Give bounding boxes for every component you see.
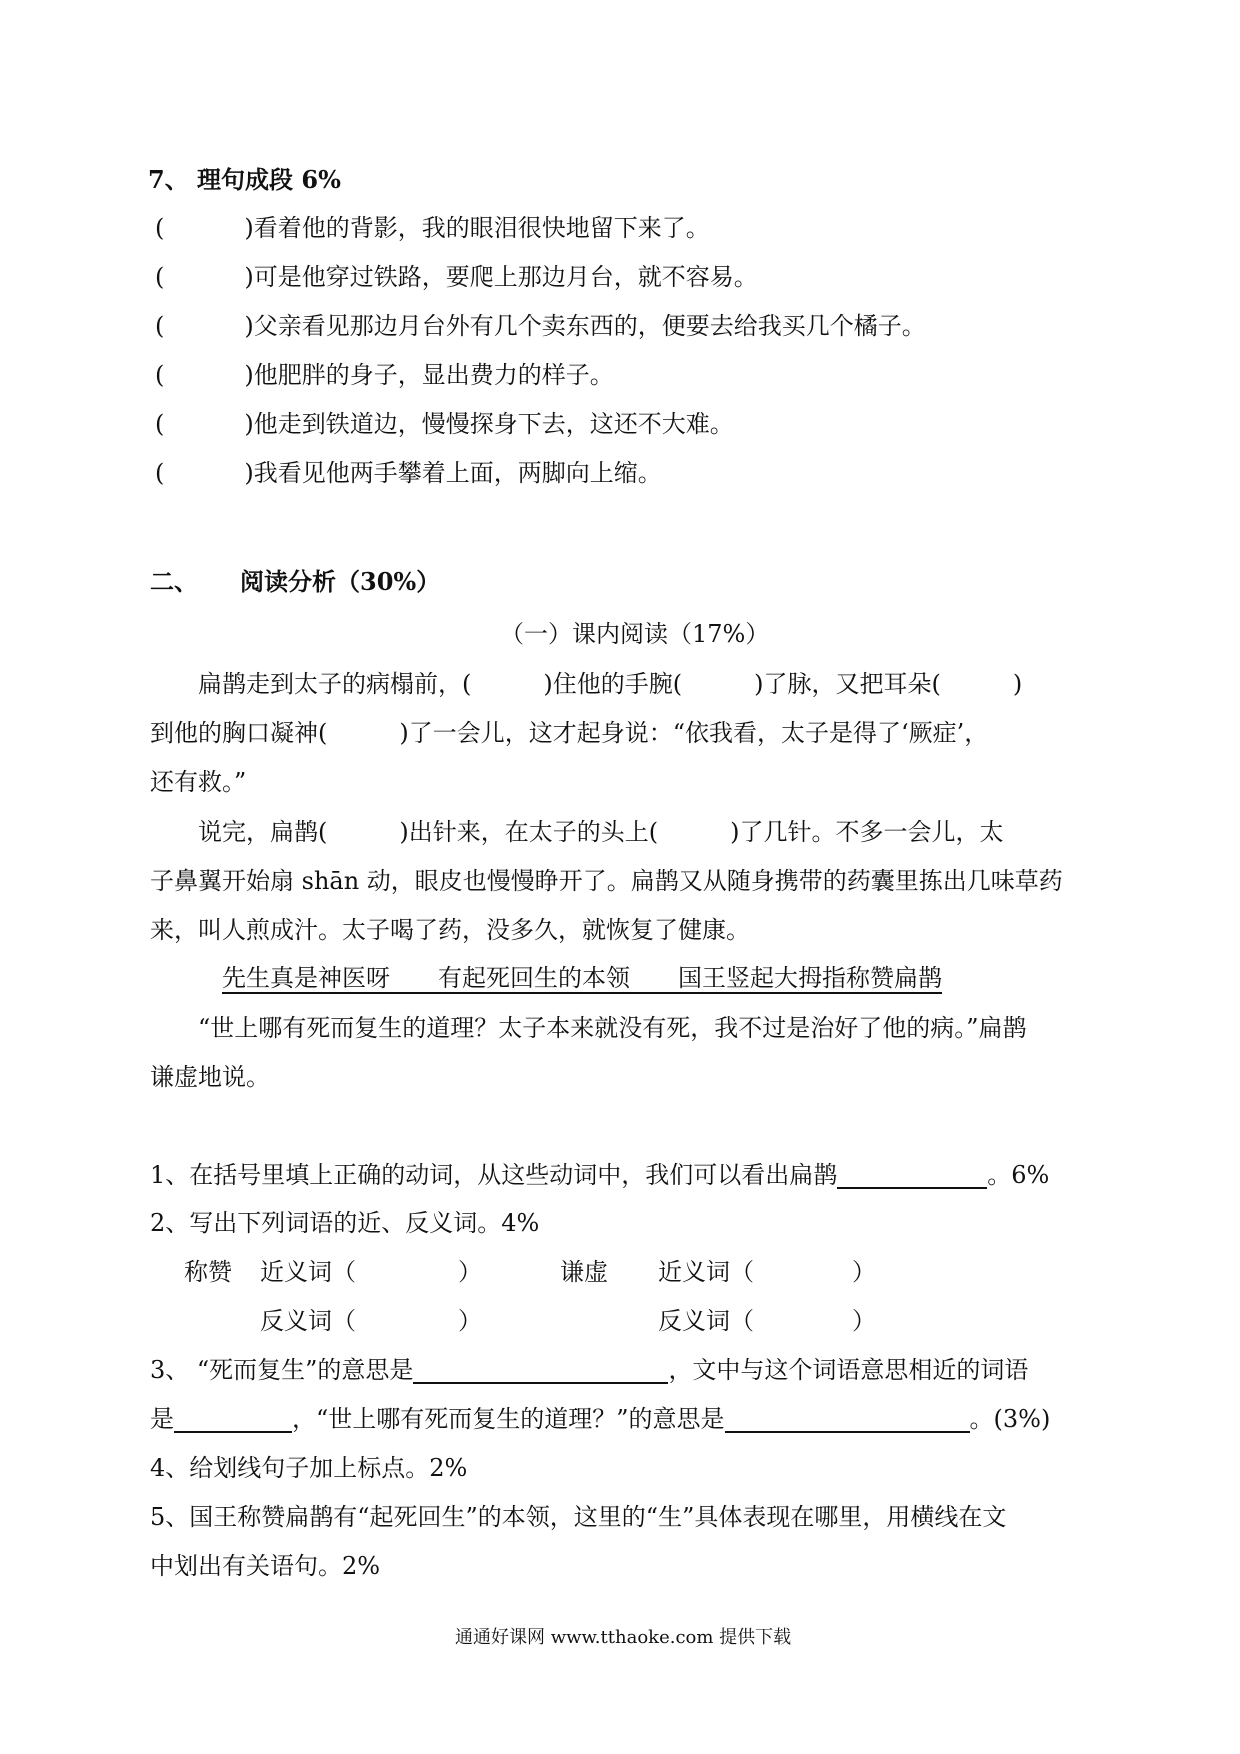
list-item bbox=[155, 208, 710, 243]
question-text: ，文中与这个词语意思相近的词语 bbox=[668, 1356, 1029, 1384]
underlined-sentence: 先生真是神医呀 有起死回生的本领 国王竖起大拇指称赞扁鹊 bbox=[222, 964, 942, 992]
q2-antonym-2 bbox=[658, 1301, 876, 1336]
paren-close: ) bbox=[244, 459, 254, 487]
sentence-text: 他走到铁道边，慢慢探身下去，这还不大难。 bbox=[253, 410, 734, 438]
answer-blank[interactable] bbox=[725, 1405, 970, 1433]
paren-close: ) bbox=[244, 410, 254, 438]
section7-title: 7、 理句成段 6% bbox=[148, 165, 341, 194]
paren-close: ） bbox=[458, 1258, 482, 1286]
paren-close: ) bbox=[244, 214, 254, 242]
question-text: 是 bbox=[150, 1405, 174, 1433]
sentence-text: 看着他的背影，我的眼泪很快地留下来了。 bbox=[253, 214, 710, 242]
question-2: 2、写出下列词语的近、反义词。4% bbox=[150, 1209, 540, 1237]
answer-blank[interactable] bbox=[413, 1356, 668, 1384]
synonym-label: 近义词（ bbox=[260, 1258, 356, 1286]
passage-line: 扁鹊走到太子的病榻前，( )住他的手腕( )了脉，又把耳朵( ) bbox=[198, 670, 1023, 698]
list-item bbox=[155, 453, 662, 488]
paren-close: ） bbox=[458, 1307, 482, 1335]
passage-line: 谦虚地说。 bbox=[150, 1063, 270, 1091]
paren-close: ） bbox=[852, 1307, 876, 1335]
paren-open: ( bbox=[155, 410, 165, 438]
question-3-line-1 bbox=[150, 1350, 1028, 1385]
paren-open: ( bbox=[155, 361, 165, 389]
passage-line: 还有救。” bbox=[150, 768, 247, 796]
list-item bbox=[155, 257, 758, 292]
page-footer: 通通好课网 www.tthaoke.com 提供下载 bbox=[455, 1627, 792, 1648]
paren-open: ( bbox=[155, 214, 165, 242]
question-score: 。(3%) bbox=[969, 1405, 1051, 1433]
q2-synonym-2 bbox=[658, 1252, 876, 1287]
q2-word-2: 谦虚 bbox=[560, 1258, 608, 1286]
question-3-line-2 bbox=[150, 1399, 1050, 1434]
passage-line: 来，叫人煎成汁。太子喝了药，没多久，就恢复了健康。 bbox=[150, 916, 750, 944]
question-5-line-2: 中划出有关语句。2% bbox=[150, 1552, 381, 1580]
paren-open: ( bbox=[155, 312, 165, 340]
answer-blank[interactable] bbox=[174, 1405, 292, 1433]
question-score: 。6% bbox=[987, 1161, 1050, 1189]
paren-close: ) bbox=[244, 312, 254, 340]
question-text: ，“世上哪有死而复生的道理？”的意思是 bbox=[292, 1405, 725, 1433]
q2-antonym-1 bbox=[260, 1301, 482, 1336]
list-item bbox=[155, 306, 926, 341]
sentence-text: 他肥胖的身子，显出费力的样子。 bbox=[253, 361, 614, 389]
q2-synonym-1 bbox=[260, 1252, 482, 1287]
passage-line: 子鼻翼开始扇 shān 动，眼皮也慢慢睁开了。扁鹊又从随身携带的药囊里拣出几味草药 bbox=[150, 867, 1063, 895]
passage-line: “世上哪有死而复生的道理？太子本来就没有死，我不过是治好了他的病。”扁鹊 bbox=[198, 1014, 1027, 1042]
answer-blank[interactable] bbox=[837, 1161, 987, 1189]
question-text: 3、 “死而复生”的意思是 bbox=[150, 1356, 414, 1384]
synonym-label: 近义词（ bbox=[658, 1258, 754, 1286]
question-5-line-1: 5、国王称赞扁鹊有“起死回生”的本领，这里的“生”具体表现在哪里，用横线在文 bbox=[150, 1503, 1007, 1531]
paren-close: ) bbox=[244, 263, 254, 291]
list-item bbox=[155, 355, 614, 390]
section2-title: 阅读分析（30%） bbox=[240, 567, 441, 596]
question-1 bbox=[150, 1155, 1049, 1190]
question-4: 4、给划线句子加上标点。2% bbox=[150, 1454, 468, 1482]
list-item bbox=[155, 404, 734, 439]
passage-line: 说完，扁鹊( )出针来，在太子的头上( )了几针。不多一会儿，太 bbox=[198, 818, 1004, 846]
section2-number: 二、 bbox=[150, 567, 198, 596]
question-text: 1、在括号里填上正确的动词，从这些动词中，我们可以看出扁鹊 bbox=[150, 1161, 838, 1189]
paren-open: ( bbox=[155, 263, 165, 291]
paren-open: ( bbox=[155, 459, 165, 487]
antonym-label: 反义词（ bbox=[658, 1307, 754, 1335]
paren-close: ） bbox=[852, 1258, 876, 1286]
antonym-label: 反义词（ bbox=[260, 1307, 356, 1335]
q2-word-1: 称赞 bbox=[184, 1258, 232, 1286]
sentence-text: 父亲看见那边月台外有几个卖东西的，便要去给我买几个橘子。 bbox=[253, 312, 926, 340]
sentence-text: 我看见他两手攀着上面，两脚向上缩。 bbox=[253, 459, 662, 487]
passage-line: 到他的胸口凝神( )了一会儿，这才起身说：“依我看，太子是得了‘厥症’， bbox=[150, 719, 989, 747]
sentence-text: 可是他穿过铁路，要爬上那边月台，就不容易。 bbox=[253, 263, 758, 291]
section2-subtitle: （一）课内阅读（17%） bbox=[500, 620, 770, 648]
paren-close: ) bbox=[244, 361, 254, 389]
